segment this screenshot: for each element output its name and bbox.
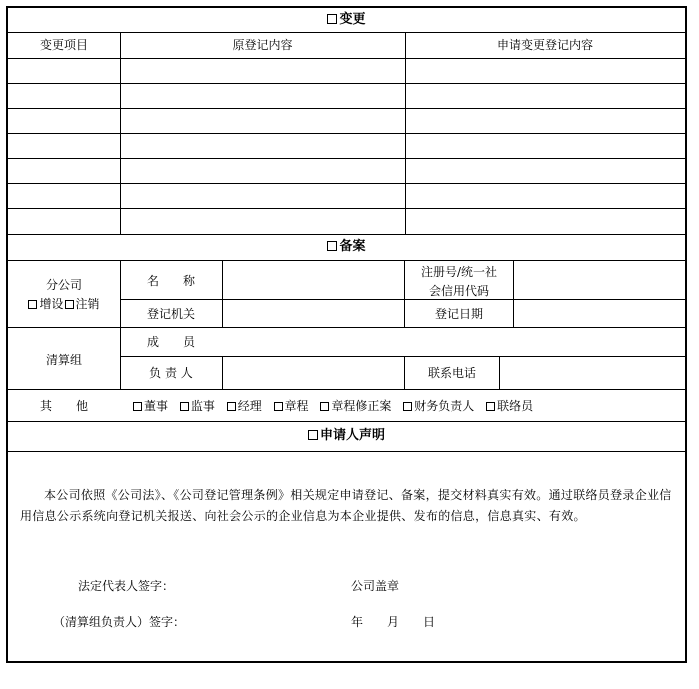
branch-cancel-label: 注销 bbox=[75, 297, 100, 311]
date-line: 年 月 日 bbox=[351, 615, 436, 629]
reg-date-label: 登记日期 bbox=[434, 307, 483, 321]
other-options bbox=[133, 399, 533, 413]
table-row[interactable] bbox=[8, 84, 685, 108]
original-content-header: 原登记内容 bbox=[232, 38, 293, 52]
reg-no-label-1: 注册号/统一社 bbox=[420, 265, 498, 279]
declaration-section-title: 申请人声明 bbox=[8, 429, 685, 443]
checkbox[interactable] bbox=[274, 402, 283, 411]
new-content-header: 申请变更登记内容 bbox=[496, 38, 593, 52]
liquidation-head-sign-label: （清算组负责人）签字： bbox=[53, 615, 186, 629]
table-row[interactable] bbox=[8, 184, 685, 208]
head-field[interactable] bbox=[223, 357, 404, 388]
checkbox[interactable] bbox=[227, 402, 236, 411]
company-seal-label: 公司盖章 bbox=[351, 579, 400, 593]
checkbox[interactable] bbox=[180, 402, 189, 411]
table-row[interactable] bbox=[8, 109, 685, 133]
change-item-header: 变更项目 bbox=[39, 38, 88, 52]
change-checkbox[interactable] bbox=[327, 14, 337, 24]
option-liaison[interactable]: 联络员 bbox=[486, 399, 533, 413]
branch-options bbox=[8, 297, 120, 311]
checkbox[interactable] bbox=[486, 402, 495, 411]
reg-authority-label: 登记机关 bbox=[146, 307, 195, 321]
reg-date-field[interactable] bbox=[514, 300, 685, 326]
table-row[interactable] bbox=[8, 134, 685, 158]
liquidation-label: 清算组 bbox=[45, 353, 82, 367]
option-director[interactable]: 董事 bbox=[133, 399, 168, 413]
option-articles-amendment[interactable]: 章程修正案 bbox=[320, 399, 391, 413]
phone-label: 联系电话 bbox=[427, 366, 476, 380]
branch-cancel-checkbox[interactable] bbox=[65, 300, 74, 309]
phone-field[interactable] bbox=[500, 357, 685, 388]
table-row[interactable] bbox=[8, 159, 685, 183]
branch-add-checkbox[interactable] bbox=[28, 300, 37, 309]
branch-name-label: 名 称 bbox=[146, 274, 195, 288]
reg-no-label-2: 会信用代码 bbox=[428, 284, 489, 298]
table-row[interactable] bbox=[8, 209, 685, 234]
branch-name-field[interactable] bbox=[223, 261, 404, 299]
declaration-statement: 本公司依照《公司法》、《公司登记管理条例》相关规定申请登记、备案，提交材料真实有效。通过联络员登录企业信用信息公示系统向登记机关报送、向社会公示的企业信息为本企业提供、发布的信息，信息真实、有效。 bbox=[20, 488, 672, 523]
other-label: 其 他 bbox=[39, 399, 88, 413]
option-manager[interactable]: 经理 bbox=[227, 399, 262, 413]
option-articles[interactable]: 章程 bbox=[274, 399, 309, 413]
filing-checkbox[interactable] bbox=[327, 241, 337, 251]
head-label: 负 责 人 bbox=[149, 366, 193, 380]
checkbox[interactable] bbox=[403, 402, 412, 411]
reg-no-field[interactable] bbox=[514, 261, 685, 299]
option-finance-head[interactable]: 财务负责人 bbox=[403, 399, 474, 413]
members-field[interactable] bbox=[223, 328, 685, 356]
filing-section-title: 备案 bbox=[8, 240, 685, 254]
registration-form bbox=[6, 6, 687, 663]
table-row[interactable] bbox=[8, 59, 685, 83]
branch-add-label: 增设 bbox=[39, 297, 64, 311]
checkbox[interactable] bbox=[133, 402, 142, 411]
legal-rep-sign-label: 法定代表人签字： bbox=[78, 579, 175, 593]
change-section-title: 变更 bbox=[8, 13, 685, 27]
members-label: 成 员 bbox=[146, 335, 195, 349]
checkbox[interactable] bbox=[320, 402, 329, 411]
option-supervisor[interactable]: 监事 bbox=[180, 399, 215, 413]
declaration-checkbox[interactable] bbox=[308, 430, 318, 440]
reg-authority-field[interactable] bbox=[223, 300, 404, 326]
branch-label: 分公司 bbox=[45, 278, 82, 292]
